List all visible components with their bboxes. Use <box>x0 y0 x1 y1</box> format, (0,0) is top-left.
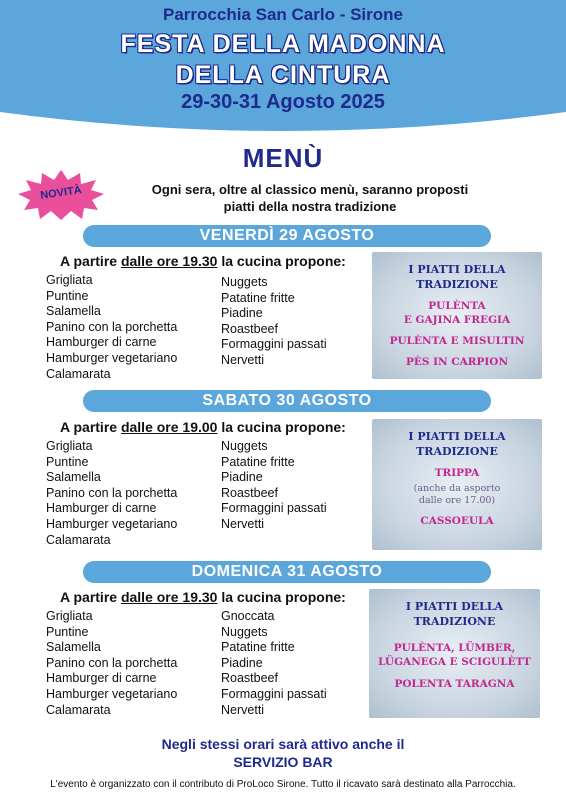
list-item: Hamburger di carne <box>46 671 157 686</box>
tradition-dish: TRIPPA <box>434 467 480 479</box>
menu-title: MENÙ <box>242 143 324 173</box>
novita-intro-line2: piatti della nostra tradizione <box>223 199 397 214</box>
list-item: Grigliata <box>46 439 93 453</box>
list-item: Hamburger di carne <box>46 501 157 516</box>
list-item: Calamarata <box>46 532 111 547</box>
list-item: Roastbeef <box>221 321 278 336</box>
list-item: Grigliata <box>46 273 93 287</box>
event-dates: 29-30-31 Agosto 2025 <box>181 91 385 113</box>
list-item: Piadine <box>221 470 263 485</box>
menu-column-left <box>46 609 177 718</box>
tradition-dish: PÈS IN CARPION <box>405 356 509 368</box>
list-item: Piadine <box>221 306 263 321</box>
kitchen-hours: A partire dalle ore 19.00 la cucina propone: <box>60 419 346 435</box>
kitchen-hours: A partire dalle ore 19.30 la cucina propone: <box>60 253 346 269</box>
list-item: Grigliata <box>46 609 93 623</box>
list-item: Puntine <box>46 454 89 469</box>
list-item: Nervetti <box>221 352 265 367</box>
menu-column-left <box>46 273 177 382</box>
day-bar-saturday: SABATO 30 AGOSTO <box>83 390 491 412</box>
tradition-note: (anche da asporto dalle ore 17.00) <box>413 483 501 506</box>
list-item: Hamburger di carne <box>46 335 157 350</box>
event-title-line2: DELLA CINTURA <box>175 61 391 89</box>
list-item: Hamburger vegetariano <box>46 350 178 365</box>
list-item: Calamarata <box>46 366 111 381</box>
list-item: Puntine <box>46 288 89 303</box>
list-item: Puntine <box>46 624 89 639</box>
tradition-dish: POLENTA TARAGNA <box>394 678 515 690</box>
parish-name: Parrocchia San Carlo - Sirone <box>163 5 403 24</box>
footer-note: L'evento è organizzato con il contributo di ProLoco Sirone. Tutto il ricavato sarà destinato alla Parrocchia. <box>50 779 516 790</box>
list-item: Roastbeef <box>221 485 278 500</box>
event-title-line1: FESTA DELLA MADONNA <box>120 30 446 58</box>
novita-intro-text <box>100 181 520 215</box>
tradition-dish: PULÈNTA E MISULTIN <box>389 335 525 347</box>
tradition-box-saturday <box>372 419 542 550</box>
tradition-heading: I PIATTI DELLA TRADIZIONE <box>408 263 506 291</box>
tradition-heading: I PIATTI DELLA TRADIZIONE <box>408 430 506 458</box>
list-item: Roastbeef <box>221 671 278 686</box>
novita-intro-line1: Ogni sera, oltre al classico menù, saranno proposti <box>151 182 469 197</box>
list-item: Patatine fritte <box>221 454 295 469</box>
bar-service-line1: Negli stessi orari sarà attivo anche il <box>161 736 405 752</box>
tradition-dish: PULÈNTA E GAJINA FREGIA <box>403 300 511 326</box>
tradition-box-sunday <box>369 589 540 718</box>
list-item: Hamburger vegetariano <box>46 686 178 701</box>
list-item: Panino con la porchetta <box>46 485 178 500</box>
list-item: Calamarata <box>46 702 111 717</box>
list-item: Nuggets <box>221 439 268 453</box>
tradition-heading: I PIATTI DELLA TRADIZIONE <box>405 600 504 628</box>
tradition-box-friday <box>372 252 542 379</box>
list-item: Salamella <box>46 470 101 485</box>
list-item: Panino con la porchetta <box>46 319 178 334</box>
novita-label: NOVITÀ <box>39 184 83 202</box>
menu-column-right <box>221 439 327 533</box>
list-item: Hamburger vegetariano <box>46 516 178 531</box>
tradition-dish: PULÈNTA, LÜMBER, LÜGANEGA E SCIGULÈTT <box>378 642 531 668</box>
list-item: Formaggini passati <box>221 337 327 352</box>
list-item: Piadine <box>221 655 263 670</box>
menu-column-right <box>221 609 327 718</box>
list-item: Gnoccata <box>221 609 275 623</box>
list-item: Nervetti <box>221 702 265 717</box>
list-item: Patatine fritte <box>221 290 295 305</box>
bar-service-line2: SERVIZIO BAR <box>233 754 333 770</box>
tradition-dish: CASSOEULA <box>420 515 494 527</box>
list-item: Nervetti <box>221 516 265 531</box>
menu-column-left <box>46 439 177 548</box>
list-item: Nuggets <box>221 275 268 289</box>
list-item: Panino con la porchetta <box>46 655 178 670</box>
kitchen-hours: A partire dalle ore 19.30 la cucina propone: <box>60 589 346 605</box>
list-item: Salamella <box>46 304 101 319</box>
menu-column-right <box>221 275 327 369</box>
list-item: Formaggini passati <box>221 686 327 701</box>
bar-service-notice <box>0 735 566 771</box>
day-bar-friday: VENERDÌ 29 AGOSTO <box>83 225 491 247</box>
list-item: Patatine fritte <box>221 640 295 655</box>
list-item: Formaggini passati <box>221 501 327 516</box>
day-bar-sunday: DOMENICA 31 AGOSTO <box>83 561 491 583</box>
list-item: Nuggets <box>221 624 268 639</box>
list-item: Salamella <box>46 640 101 655</box>
